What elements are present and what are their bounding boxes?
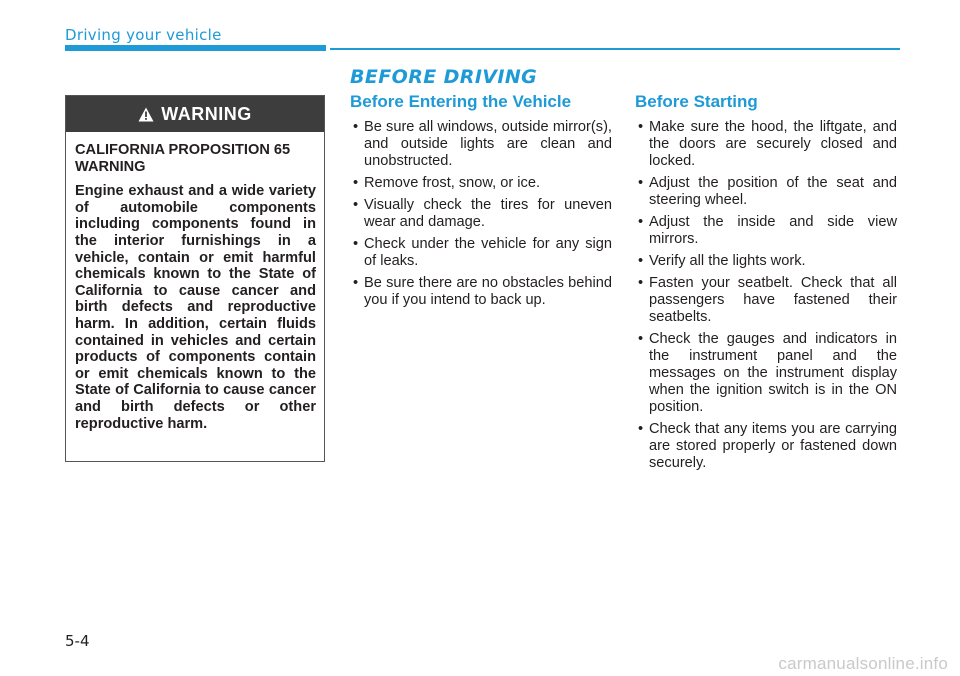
before-entering-list <box>350 119 612 309</box>
bullet-icon: • <box>353 236 359 252</box>
before-entering-column <box>350 92 612 314</box>
before-starting-column <box>635 92 897 477</box>
bullet-icon: • <box>638 175 644 191</box>
list-item: • Make sure the hood, the liftgate, and the doors are securely closed and locked. <box>638 119 897 169</box>
warning-body <box>66 132 324 432</box>
bullet-icon: • <box>353 175 359 191</box>
warning-triangle-icon <box>138 107 154 122</box>
warning-box <box>65 95 325 462</box>
watermark: carmanualsonline.info <box>778 654 948 673</box>
bullet-icon: • <box>638 253 644 269</box>
bullet-icon: • <box>353 275 359 291</box>
bullet-icon: • <box>638 214 644 230</box>
list-item: • Remove frost, snow, or ice. <box>353 175 541 191</box>
page-number: 5-4 <box>65 632 90 650</box>
warning-text: Engine exhaust and a wide variety of automobile components including components found in the interior furnishings in a vehicle, contain or emit harmful chemicals known to the State of California to cause cancer and birth defects and reproductive harm. In addition, certain fluids contained in vehicles and certain products of components contain or emit chemicals known to the State of California to cause cancer and birth defects or other reproductive harm. <box>75 183 316 432</box>
list-item: • Fasten your seatbelt. Check that all passengers have fastened their seatbelts. <box>638 275 897 325</box>
before-starting-list <box>635 119 897 472</box>
chapter-title: Driving your vehicle <box>65 26 222 44</box>
list-item: • Verify all the lights work. <box>638 253 806 269</box>
list-item: • Be sure all windows, outside mirror(s), and outside lights are clean and unobstructed. <box>353 119 612 169</box>
warning-header <box>66 96 324 132</box>
bullet-icon: • <box>638 275 644 291</box>
section-title: BEFORE DRIVING <box>350 66 538 88</box>
list-item: • Be sure there are no obstacles behind you if you intend to back up. <box>353 275 612 308</box>
bullet-icon: • <box>353 197 359 213</box>
warning-title: CALIFORNIA PROPOSITION 65 WARNING <box>75 142 291 175</box>
bullet-icon: • <box>638 119 644 135</box>
bullet-icon: • <box>353 119 359 135</box>
list-item: • Adjust the inside and side view mirrors. <box>638 214 897 247</box>
bullet-icon: • <box>638 331 644 347</box>
list-item: • Check that any items you are carrying are stored properly or fastened down securely. <box>638 421 897 471</box>
list-item: • Check under the vehicle for any sign of leaks. <box>353 236 612 269</box>
list-item: • Visually check the tires for uneven wear and damage. <box>353 197 612 230</box>
warning-label: WARNING <box>161 103 252 124</box>
list-item: • Adjust the position of the seat and steering wheel. <box>638 175 897 208</box>
header-bar-thin <box>330 48 900 50</box>
before-starting-heading: Before Starting <box>635 92 758 111</box>
bullet-icon: • <box>638 421 644 437</box>
list-item: • Check the gauges and indicators in the instrument panel and the messages on the instrument display when the ignition switch is in the ON position. <box>638 331 897 415</box>
header-bar-thick <box>65 45 326 51</box>
before-entering-heading: Before Entering the Vehicle <box>350 92 572 111</box>
